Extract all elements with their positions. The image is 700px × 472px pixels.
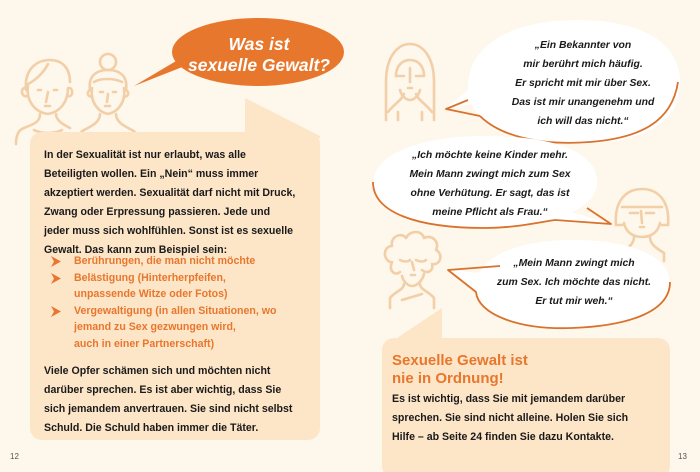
list-item: Vergewaltigung (in allen Situationen, wo jemand zu Sex gezwungen wird, auch in einer Partnerschaft) xyxy=(50,303,320,353)
quote-bubble-2 xyxy=(365,132,615,232)
chevron-right-icon xyxy=(50,306,62,317)
page-number-right: 13 xyxy=(678,452,687,461)
help-paragraph: Es ist wichtig, dass Sie mit jemandem darüber sprechen. Sie sind nicht alleine. Holen Sie sich Hilfe – ab Seite 24 finden Sie dazu Kontakte. xyxy=(392,393,629,443)
examples-list xyxy=(50,253,320,352)
intro-paragraph: In der Sexualität ist nur erlaubt, was alle Beteiligten wollen. Ein „Nein“ muss immer akzeptiert werden. Sexualität darf nicht mit Druck, Zwang oder Erpressung passieren. Jede und jeder muss sich wohlfühlen. Sonst ist es sexuelle Gewalt. Das kann zum Beispiel sein: xyxy=(44,149,296,256)
quote-text-2: „Ich möchte keine Kinder mehr. Mein Mann zwingt mich zum Sex ohne Verhütung. Er sagt, das ist meine Pflicht als Frau.“ xyxy=(409,150,571,218)
closing-paragraph: Viele Opfer schämen sich und möchten nicht darüber sprechen. Es ist aber wichtig, dass Sie sich jemandem anvertrauen. Sie sind nicht selbst Schuld. Die Schuld haben immer die Täter. xyxy=(44,365,293,434)
title-speech-bubble xyxy=(128,16,344,94)
page-number-left: 12 xyxy=(10,452,19,461)
woman-long-hair-illustration xyxy=(380,42,440,122)
chevron-right-icon xyxy=(50,273,62,284)
section-heading: Sexuelle Gewalt ist nie in Ordnung! xyxy=(392,352,528,387)
quote-text-3: „Mein Mann zwingt mich zum Sex. Ich möchte das nicht. Er tut mir weh.“ xyxy=(496,258,652,307)
list-item: Belästigung (Hinterherpfeifen, unpassende Witze oder Fotos) xyxy=(50,270,320,303)
quote-text-1: „Ein Bekannter von mir berührt mich häufig. Er spricht mit mir über Sex. Das ist mir unangenehm und ich will das nicht.“ xyxy=(511,40,655,127)
list-item: Berührungen, die man nicht möchte xyxy=(50,253,320,270)
chevron-right-icon xyxy=(50,256,62,267)
quote-bubble-1 xyxy=(440,16,690,146)
woman-curly-hair-illustration xyxy=(380,228,444,308)
quote-bubble-3 xyxy=(448,236,678,332)
page-title: Was ist sexuelle Gewalt? xyxy=(187,34,330,75)
